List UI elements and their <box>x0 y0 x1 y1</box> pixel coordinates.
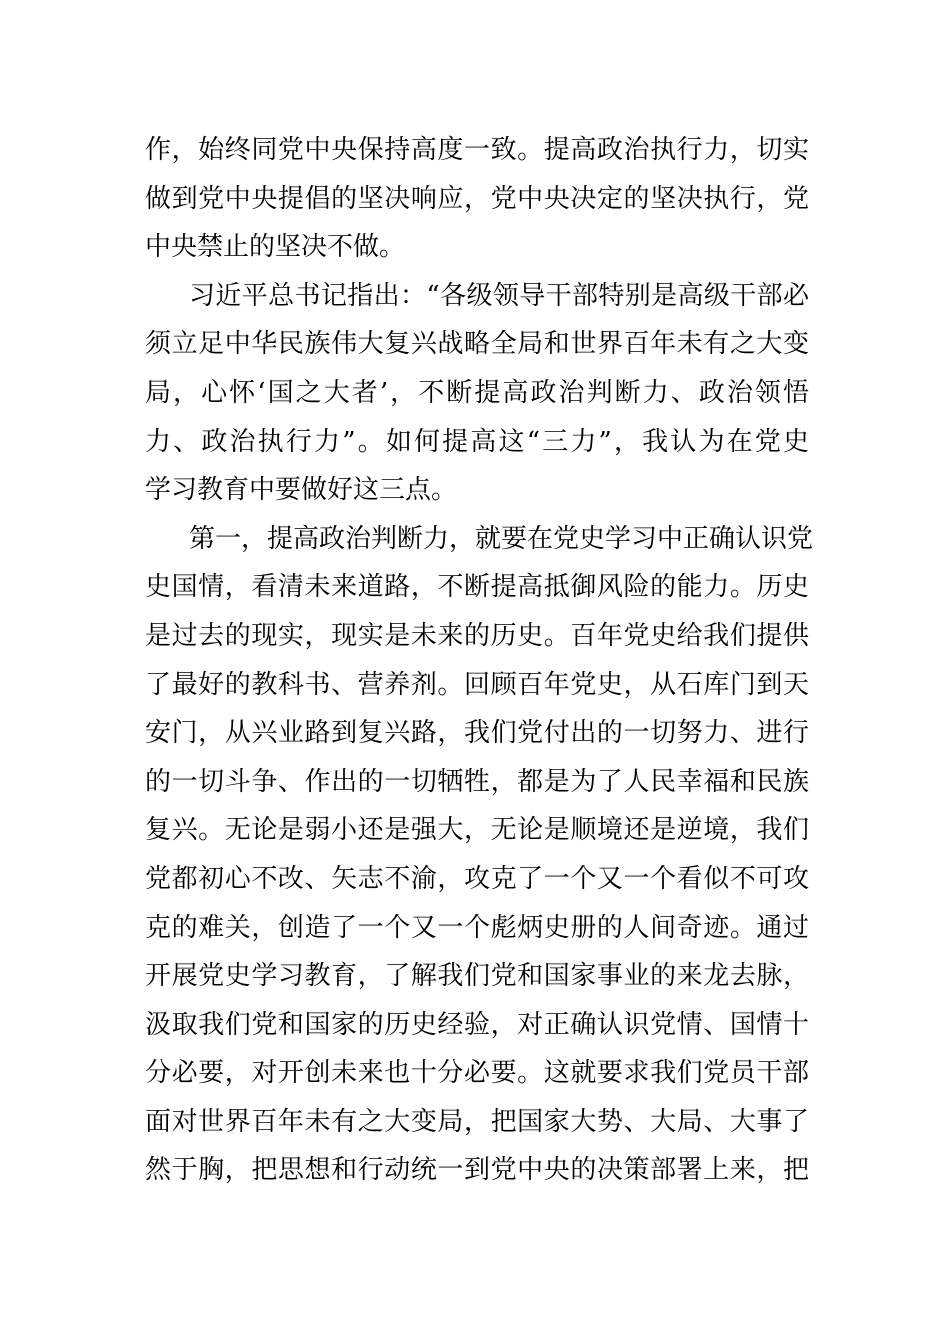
text-line: 须立足中华民族伟大复兴战略全局和世界百年未有之大变 <box>145 329 809 360</box>
text-line: 习近平总书记指出：“各级领导干部特别是高级干部必 <box>189 280 809 311</box>
text-line: 作，始终同党中央保持高度一致。提高政治执行力，切实 <box>145 135 809 165</box>
text-line: 党都初心不改、矢志不渝，攻克了一个又一个看似不可攻 <box>145 863 809 894</box>
text-line: 开展党史学习教育，了解我们党和国家事业的来龙去脉， <box>145 961 809 992</box>
text-line: 第一，提高政治判断力，就要在党史学习中正确认识党 <box>189 523 814 554</box>
text-line: 然于胸，把思想和行动统一到党中央的决策部署上来，把 <box>145 1155 809 1186</box>
text-line: 的一切斗争、作出的一切牺牲，都是为了人民幸福和民族 <box>145 766 809 797</box>
text-line: 面对世界百年未有之大变局，把国家大势、大局、大事了 <box>145 1106 809 1137</box>
paragraph <box>145 272 809 515</box>
text-line: 克的难关，创造了一个又一个彪炳史册的人间奇迹。通过 <box>145 912 809 943</box>
text-line: 力、政治执行力”。如何提高这“三力”，我认为在党史 <box>145 426 809 457</box>
text-line: 汲取我们党和国家的历史经验，对正确认识党情、国情十 <box>145 1009 809 1040</box>
text-line: 安门，从兴业路到复兴路，我们党付出的一切努力、进行 <box>145 718 809 749</box>
text-line: 是过去的现实，现实是未来的历史。百年党史给我们提供 <box>145 620 809 651</box>
text-line: 复兴。无论是弱小还是强大，无论是顺境还是逆境，我们 <box>145 815 809 846</box>
text-line: 局，心怀‘国之大者’，不断提高政治判断力、政治领悟 <box>145 377 809 408</box>
text-line: 中央禁止的坚决不做。 <box>145 232 406 263</box>
text-line: 做到党中央提倡的坚决响应，党中央决定的坚决执行，党 <box>145 183 809 214</box>
text-line: 史国情，看清未来道路，不断提高抵御风险的能力。历史 <box>145 572 809 603</box>
text-line: 学习教育中要做好这三点。 <box>145 475 458 506</box>
paragraph <box>145 126 809 272</box>
paragraph <box>145 515 814 1195</box>
text-line: 分必要，对开创未来也十分必要。这就要求我们党员干部 <box>145 1058 809 1089</box>
document-page <box>145 126 814 1195</box>
text-line: 了最好的教科书、营养剂。回顾百年党史，从石库门到天 <box>145 669 809 700</box>
